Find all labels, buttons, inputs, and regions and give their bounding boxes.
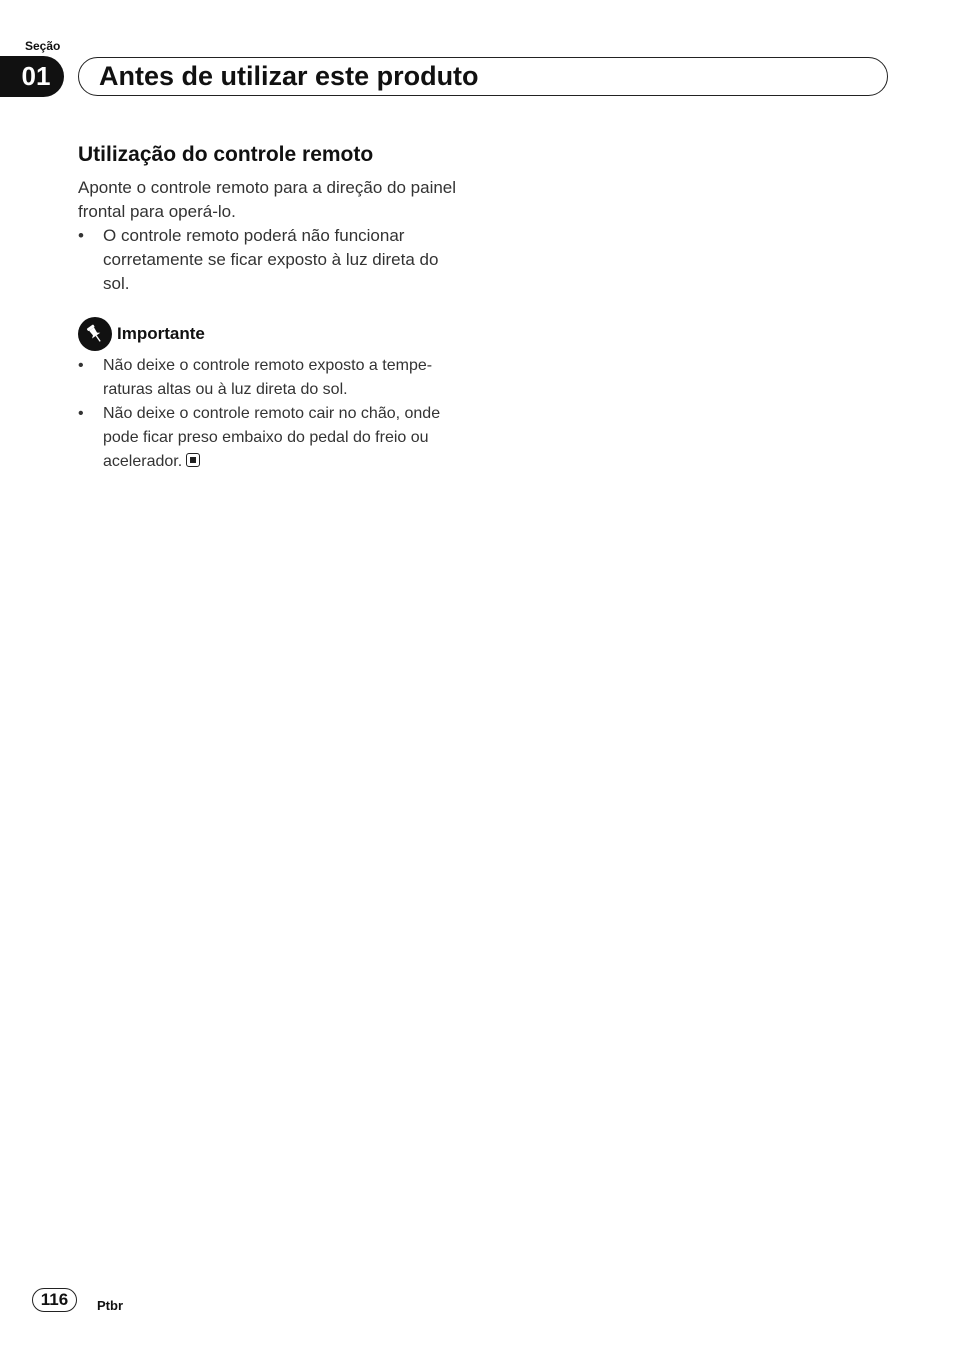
end-of-section-icon: [186, 453, 200, 467]
important-bullet-list: [78, 354, 468, 474]
title-bar: [78, 57, 888, 96]
bullet-glyph: •: [78, 226, 84, 245]
bullet-list: [78, 224, 468, 296]
list-item: [78, 354, 468, 402]
important-callout: [78, 317, 205, 351]
page-title: Antes de utilizar este produto: [99, 61, 479, 91]
section-number-tab: 01: [0, 56, 64, 97]
important-label: Importante: [117, 324, 205, 343]
language-code: Ptbr: [97, 1298, 123, 1313]
bullet-glyph: •: [78, 357, 84, 374]
intro-paragraph: Aponte o controle remoto para a direção do painel frontal para operá-lo.: [78, 178, 457, 221]
bullet-glyph: •: [78, 405, 84, 422]
pushpin-icon: [78, 317, 112, 351]
list-item-text: O controle remoto poderá não funcionar corretamente se ficar exposto à luz direta do sol.: [103, 226, 439, 293]
list-item-text: Não deixe o controle remoto cair no chão, onde pode ficar preso embaixo do pedal do freio ou acelerador.: [103, 405, 441, 470]
section-label: Seção: [25, 39, 61, 53]
section-heading: Utilização do controle remoto: [78, 143, 374, 166]
list-item: [78, 402, 468, 474]
list-item-text: Não deixe o controle remoto exposto a tempe-raturas altas ou à luz direta do sol.: [103, 357, 433, 398]
list-item: [78, 224, 468, 296]
page-number: 116: [32, 1288, 77, 1312]
